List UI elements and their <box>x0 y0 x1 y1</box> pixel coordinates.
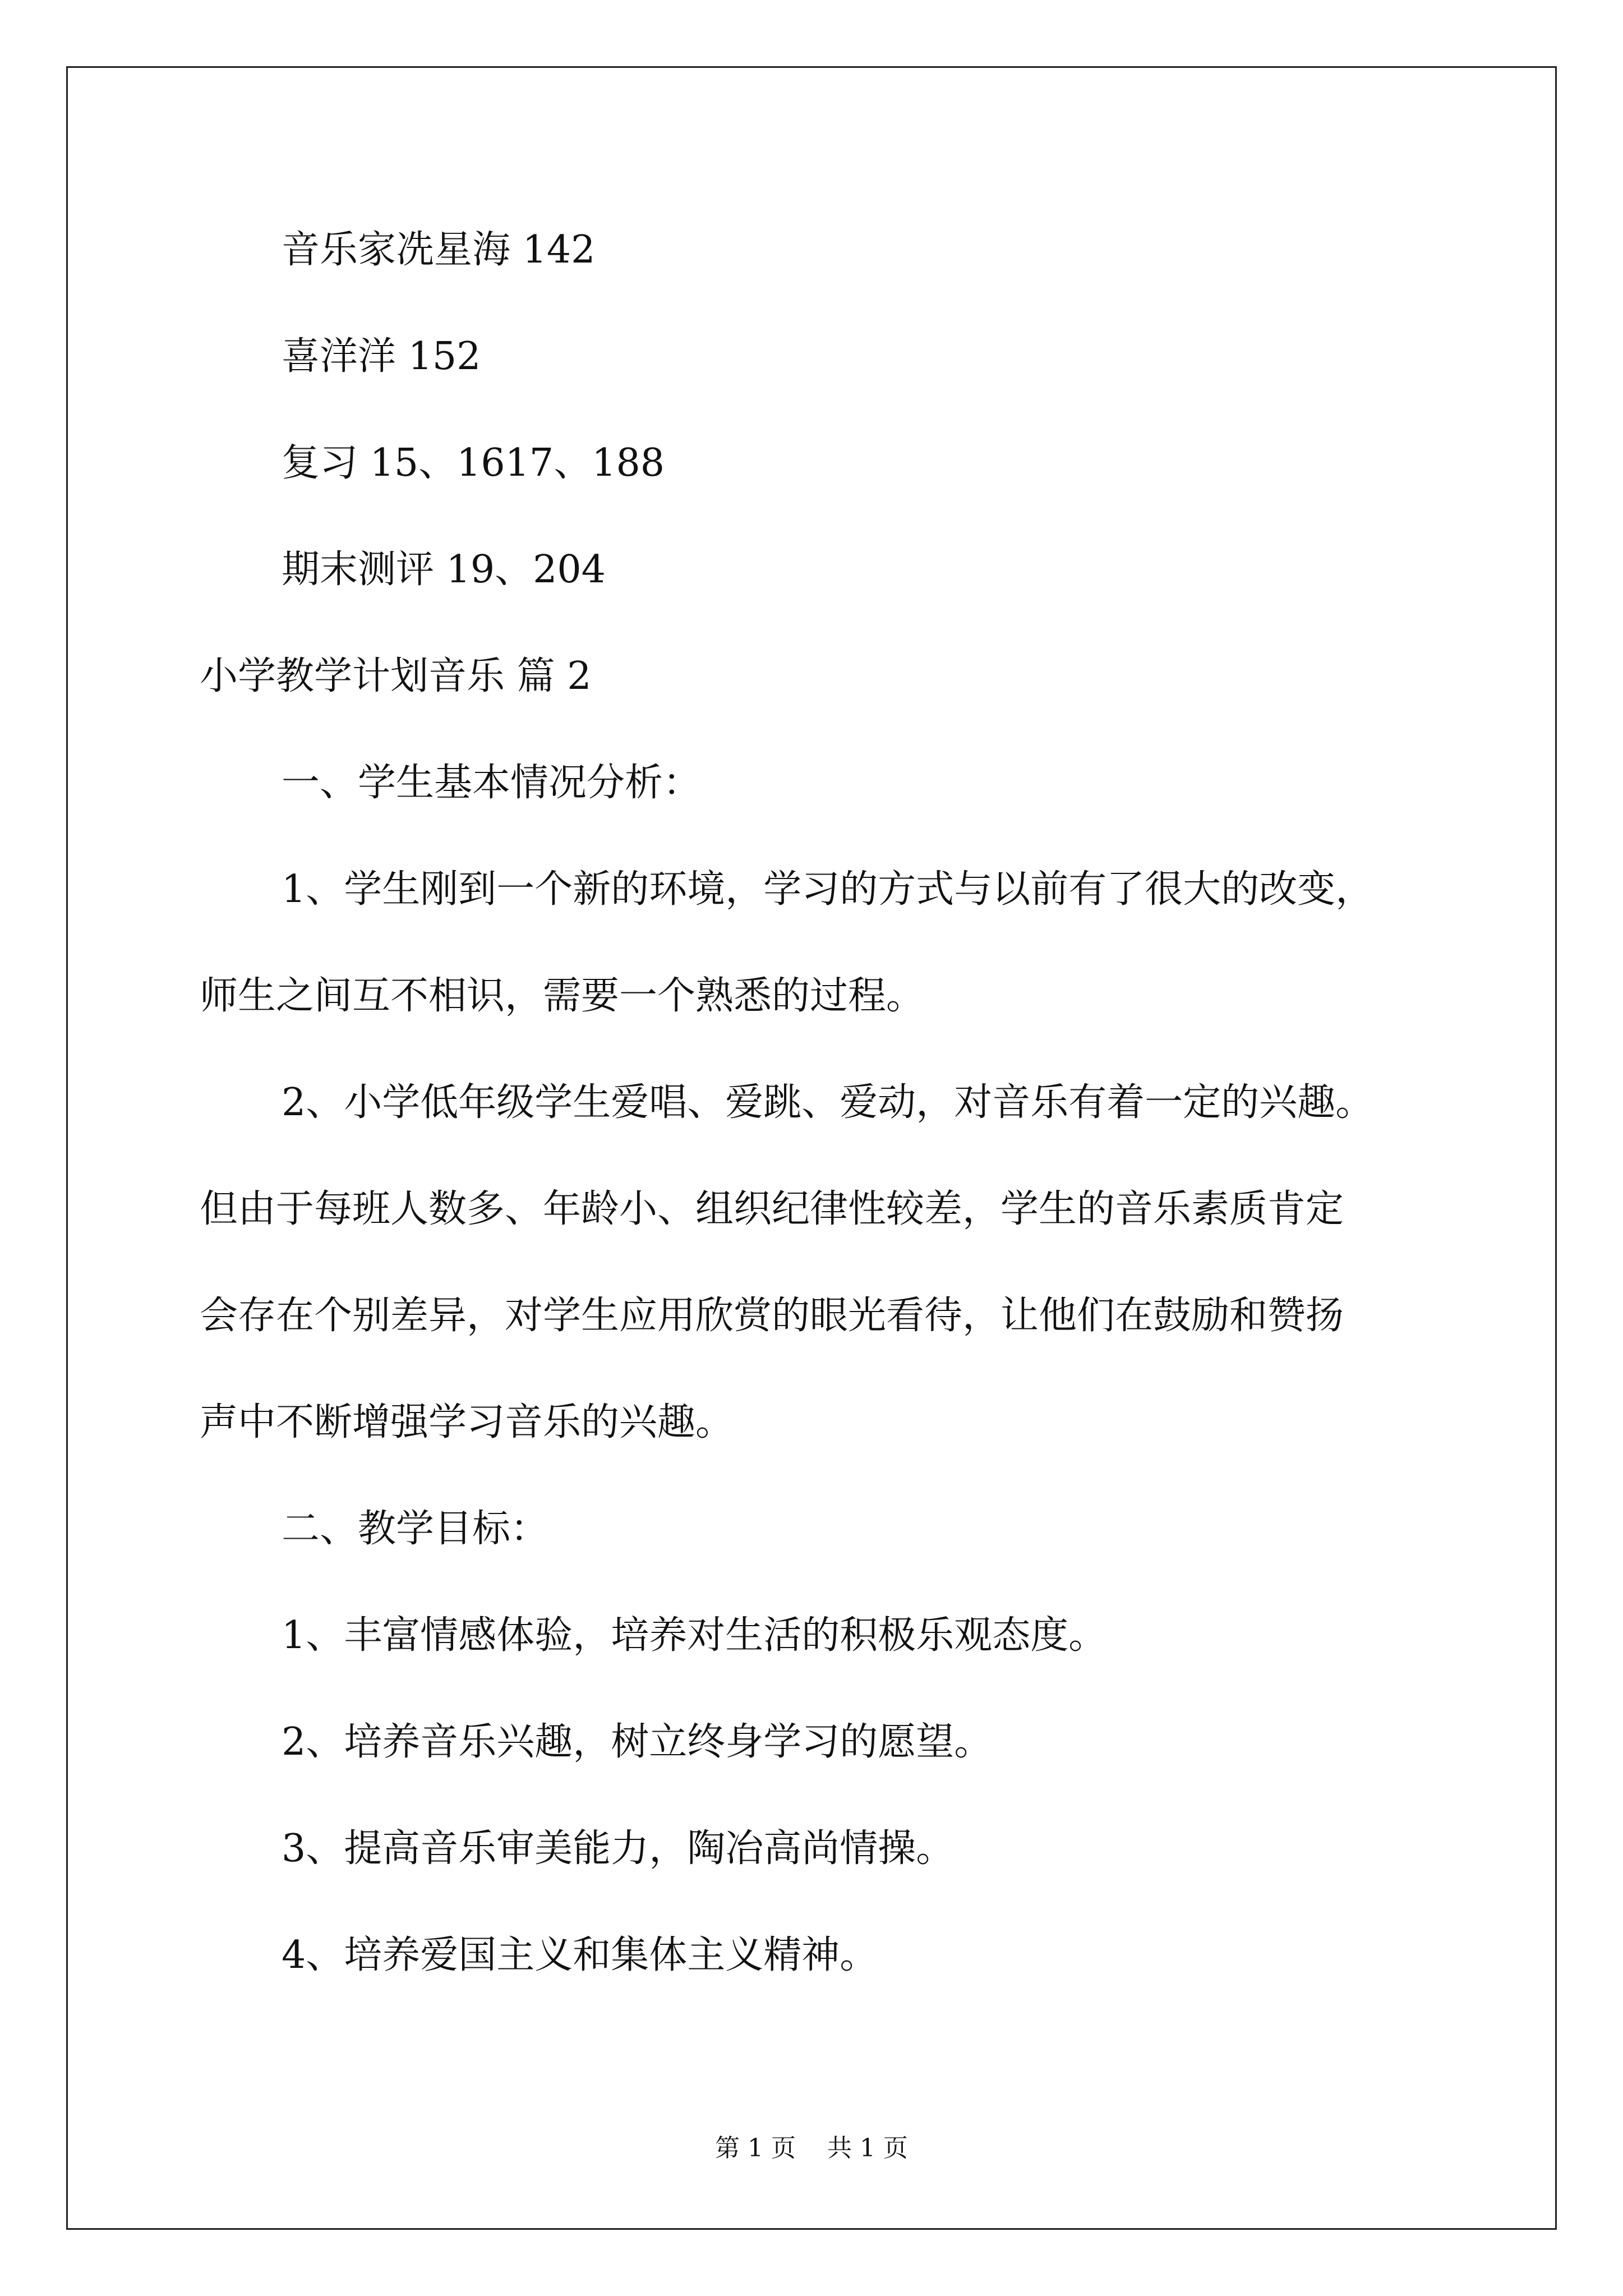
section-heading: 一、学生基本情况分析： <box>282 761 702 805</box>
section-heading: 二、教学目标： <box>282 1507 549 1551</box>
page-border <box>66 66 1557 2230</box>
paragraph-line: 但由于每班人数多、年龄小、组织纪律性较差，学生的音乐素质肯定 <box>200 1187 1344 1231</box>
text-line: 音乐家冼星海 142 <box>282 228 596 272</box>
text-line: 期末测评 19、204 <box>282 547 606 592</box>
paragraph-line: 会存在个别差异，对学生应用欣赏的眼光看待，让他们在鼓励和赞扬 <box>200 1294 1344 1338</box>
text-line: 喜洋洋 152 <box>282 334 481 379</box>
text-line: 复习 15、1617、188 <box>282 441 665 485</box>
paragraph-line: 2、小学低年级学生爱唱、爱跳、爱动，对音乐有着一定的兴趣。 <box>282 1080 1374 1125</box>
paragraph-line: 声中不断增强学习音乐的兴趣。 <box>200 1400 734 1444</box>
section-title: 小学教学计划音乐 篇 2 <box>200 654 592 698</box>
list-item: 3、提高音乐审美能力，陶冶高尚情操。 <box>282 1826 955 1871</box>
list-item: 2、培养音乐兴趣，树立终身学习的愿望。 <box>282 1720 993 1764</box>
page-footer: 第 1 页 共 1 页 <box>715 2134 908 2162</box>
paragraph-line: 师生之间互不相识，需要一个熟悉的过程。 <box>200 974 925 1018</box>
list-item: 4、培养爱国主义和集体主义精神。 <box>282 1933 878 1977</box>
list-item: 1、丰富情感体验，培养对生活的积极乐观态度。 <box>282 1613 1107 1658</box>
paragraph-line: 1、学生刚到一个新的环境，学习的方式与以前有了很大的改变， <box>282 867 1374 912</box>
